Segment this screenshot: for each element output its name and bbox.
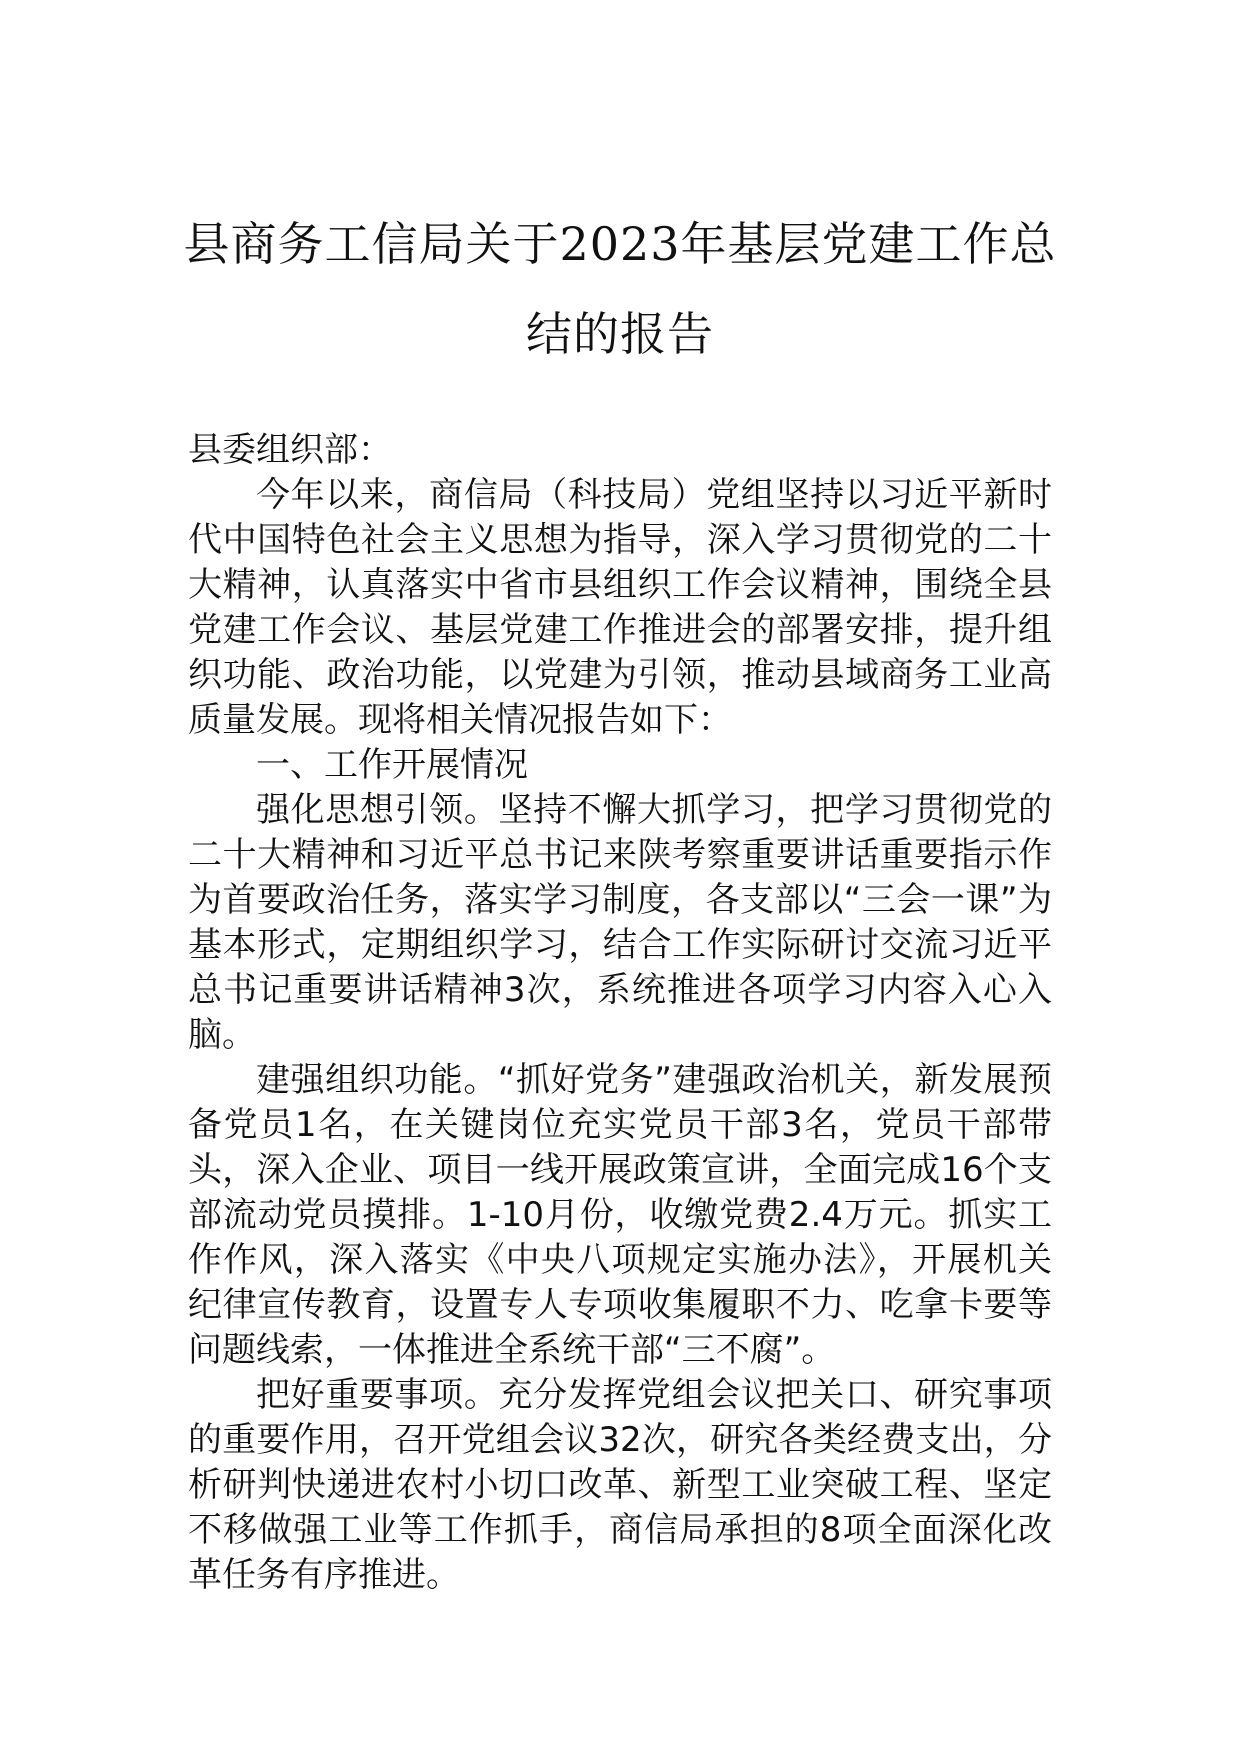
- document-title-line-2: 结的报告: [526, 307, 714, 361]
- paragraph-organization: 建强组织功能。“抓好党务”建强政治机关，新发展预备党员1名，在关键岗位充实党员干部3名，党员干部带头，深入企业、项目一线开展政策宣讲，全面完成16个支部流动党员摸排。1-10月份，收缴党费2.4万元。抓实工作作风，深入落实《中央八项规定实施办法》，开展机关纪律宣传教育，设置专人专项收集履职不力、吃拿卡要等问题线索，一体推进全系统干部“三不腐”。: [188, 1060, 1052, 1370]
- paragraph-ideology: 强化思想引领。坚持不懈大抓学习，把学习贯彻党的二十大精神和习近平总书记来陕考察重要讲话重要指示作为首要政治任务，落实学习制度，各支部以“三会一课”为基本形式，定期组织学习，结合工作实际研讨交流习近平总书记重要讲话精神3次，系统推进各项学习内容入心入脑。: [188, 790, 1052, 1055]
- salutation: 县委组织部：: [188, 430, 392, 470]
- document-title-line-1: 县商务工信局关于2023年基层党建工作总: [183, 217, 1057, 271]
- intro-paragraph: 今年以来，商信局（科技局）党组坚持以习近平新时代中国特色社会主义思想为指导，深入学习贯彻党的二十大精神，认真落实中省市县组织工作会议精神，围绕全县党建工作会议、基层党建工作推进会的部署安排，提升组织功能、政治功能，以党建为引领，推动县域商务工业高质量发展。现将相关情况报告如下：: [188, 475, 1052, 740]
- section-heading-work: 一、工作开展情况: [256, 745, 528, 785]
- paragraph-important-matters: 把好重要事项。充分发挥党组会议把关口、研究事项的重要作用，召开党组会议32次，研究各类经费支出，分析研判快递进农村小切口改革、新型工业突破工程、坚定不移做强工业等工作抓手，商信局承担的8项全面深化改革任务有序推进。: [188, 1375, 1052, 1595]
